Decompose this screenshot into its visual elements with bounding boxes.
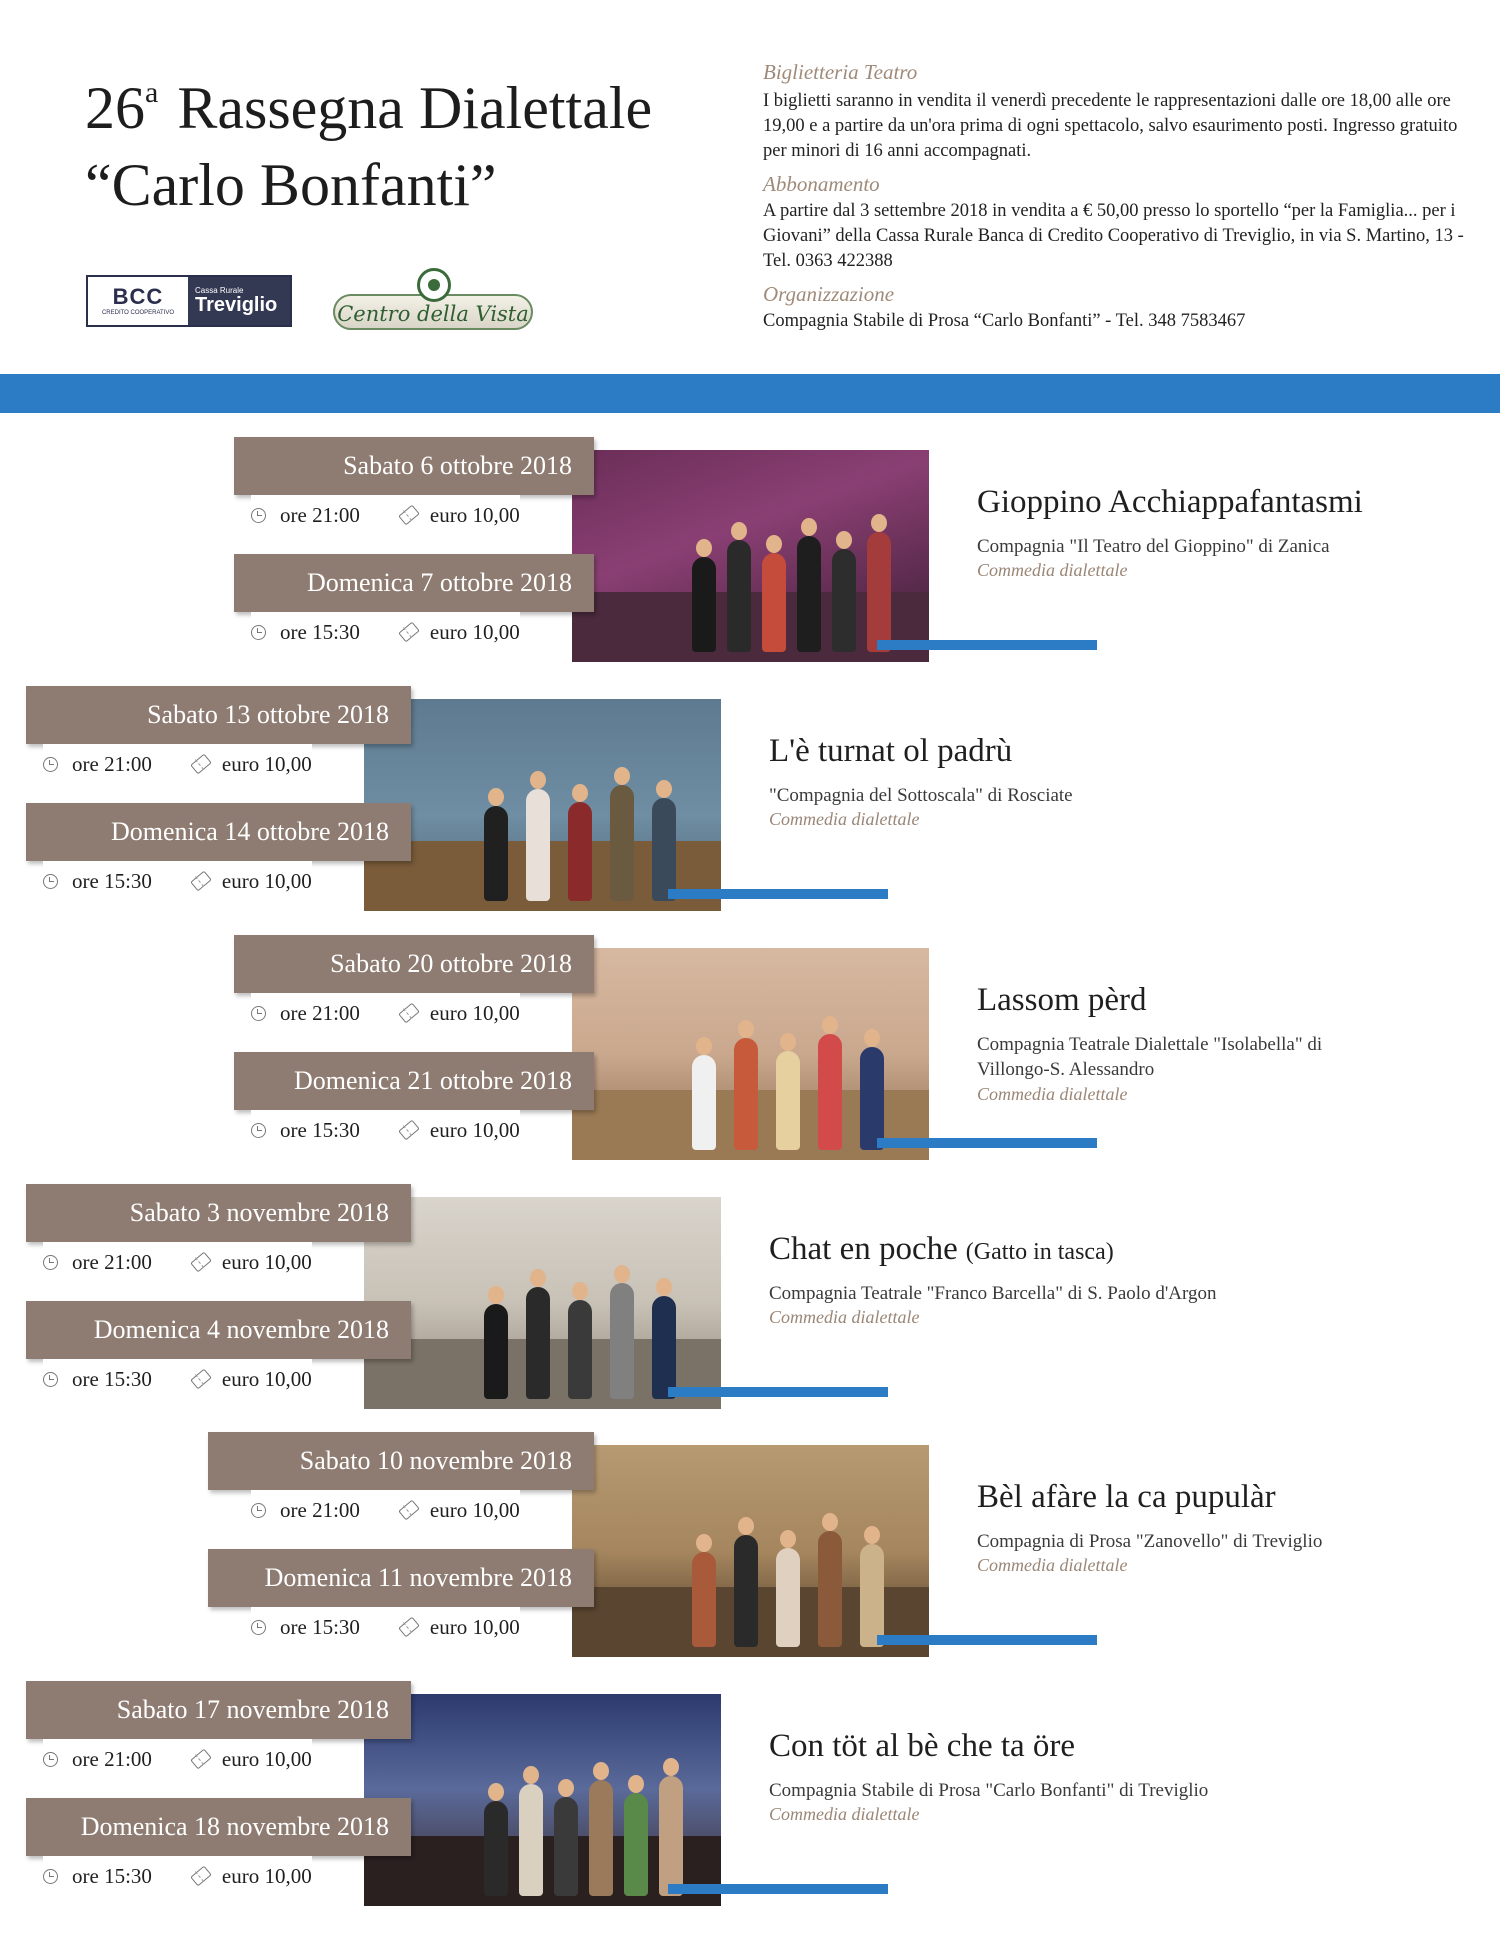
show-photo	[572, 450, 929, 662]
ticket-icon	[398, 1003, 420, 1024]
company-name: Compagnia Teatrale Dialettale "Isolabella" di Villongo-S. Alessandro	[977, 1034, 1323, 1080]
show-title-subtitle: (Gatto in tasca)	[965, 1239, 1114, 1265]
actor-figure	[692, 1552, 716, 1647]
actor-head	[738, 1517, 754, 1535]
actor-figure	[762, 553, 786, 652]
ticket-price: euro 10,00	[221, 1249, 312, 1274]
ticket-price: euro 10,00	[429, 619, 520, 644]
genre-label: Commedia dialettale	[977, 1084, 1128, 1104]
actor-head	[593, 1762, 609, 1780]
actor-figure	[692, 1055, 716, 1150]
show-time: ore 15:30	[280, 1117, 360, 1142]
clock-icon	[251, 508, 266, 523]
actor-figure	[568, 1300, 592, 1399]
sat-time-price-row	[251, 495, 520, 535]
actor-head	[864, 1526, 880, 1544]
actor-head	[656, 1278, 672, 1296]
saturday-date-label: Sabato 6 ottobre 2018	[234, 437, 594, 495]
actor-figure	[692, 557, 716, 652]
show-title	[977, 1479, 1276, 1516]
event-row	[0, 1681, 1500, 1921]
clock-icon	[43, 1255, 58, 1270]
blue-accent-line	[877, 640, 1097, 650]
actor-figure	[727, 540, 751, 652]
clock-icon	[251, 1503, 266, 1518]
ticket-icon	[398, 1120, 420, 1141]
actor-head	[558, 1779, 574, 1797]
company-name: Compagnia Stabile di Prosa "Carlo Bonfanti" di Treviglio	[769, 1780, 1209, 1801]
clock-icon	[43, 1869, 58, 1884]
show-time: ore 15:30	[72, 868, 152, 893]
genre-label: Commedia dialettale	[977, 560, 1128, 580]
organizzazione-text: Compagnia Stabile di Prosa “Carlo Bonfanti” - Tel. 348 7583467	[763, 311, 1246, 331]
actor-figure	[484, 806, 508, 901]
show-time: ore 21:00	[72, 1249, 152, 1274]
ticket-price: euro 10,00	[429, 1000, 520, 1025]
actor-figure	[652, 1296, 676, 1399]
sunday-date-label: Domenica 4 novembre 2018	[26, 1301, 411, 1359]
show-title-main: Bèl afàre la ca pupulàr	[977, 1479, 1276, 1515]
show-time: ore 21:00	[280, 1497, 360, 1522]
genre-label: Commedia dialettale	[769, 1804, 920, 1824]
actor-figure	[526, 789, 550, 901]
actor-figure	[734, 1038, 758, 1150]
actor-head	[731, 522, 747, 540]
company-name: Compagnia di Prosa "Zanovello" di Treviglio	[977, 1531, 1323, 1552]
actor-head	[614, 1265, 630, 1283]
actor-head	[663, 1758, 679, 1776]
show-photo	[364, 1694, 721, 1906]
event-row	[0, 437, 1500, 677]
abbonamento-text: A partire dal 3 settembre 2018 in vendita a € 50,00 presso lo sportello “per la Famiglia... per i Giovani” della Cassa Rurale Banca di Credito Cooperativo di Treviglio, in via S. Martino, 13 - Tel. 0363 422388	[763, 201, 1464, 271]
actor-head	[572, 1282, 588, 1300]
sun-time-price-row	[251, 1110, 520, 1150]
ticket-icon	[398, 505, 420, 526]
actor-head	[696, 1534, 712, 1552]
clock-icon	[251, 1620, 266, 1635]
actor-figure	[860, 1047, 884, 1150]
actor-head	[801, 518, 817, 536]
abbonamento-heading: Abbonamento	[763, 172, 880, 196]
clock-icon	[43, 1372, 58, 1387]
ticket-price: euro 10,00	[429, 1497, 520, 1522]
sat-time-price-row	[43, 1242, 312, 1282]
ticket-price: euro 10,00	[429, 1614, 520, 1639]
show-time: ore 15:30	[280, 619, 360, 644]
event-row	[0, 1432, 1500, 1672]
saturday-date-label: Sabato 17 novembre 2018	[26, 1681, 411, 1739]
show-time: ore 21:00	[72, 1746, 152, 1771]
page-title-line1: 26$^a$ Rassegna Dialettale	[85, 75, 653, 141]
ticket-icon	[190, 1749, 212, 1770]
actor-figure	[610, 1283, 634, 1399]
sun-time-price-row	[43, 1856, 312, 1896]
genre-label: Commedia dialettale	[769, 809, 920, 829]
sunday-date-label: Domenica 21 ottobre 2018	[234, 1052, 594, 1110]
actor-figure	[519, 1784, 543, 1896]
actor-head	[488, 1286, 504, 1304]
actor-figure	[652, 798, 676, 901]
actor-figure	[860, 1544, 884, 1647]
actor-figure	[589, 1780, 613, 1896]
actor-figure	[797, 536, 821, 652]
sat-time-price-row	[43, 744, 312, 784]
clock-icon	[251, 1123, 266, 1138]
page-title-line2: “Carlo Bonfanti”	[85, 152, 497, 218]
saturday-date-label: Sabato 3 novembre 2018	[26, 1184, 411, 1242]
show-time: ore 21:00	[280, 502, 360, 527]
actor-head	[780, 1033, 796, 1051]
show-photo	[364, 699, 721, 911]
saturday-date-label: Sabato 10 novembre 2018	[208, 1432, 594, 1490]
organizzazione-heading: Organizzazione	[763, 282, 895, 306]
actor-head	[488, 1783, 504, 1801]
actor-figure	[484, 1304, 508, 1399]
eye-emblem-icon	[417, 268, 451, 302]
sunday-date-label: Domenica 7 ottobre 2018	[234, 554, 594, 612]
actor-figure	[776, 1548, 800, 1647]
event-row	[0, 935, 1500, 1175]
sun-time-price-row	[43, 1359, 312, 1399]
company-name: Compagnia "Il Teatro del Gioppino" di Zanica	[977, 536, 1330, 557]
actor-head	[836, 531, 852, 549]
actor-figure	[554, 1797, 578, 1896]
show-title-main: L'è turnat ol padrù	[769, 733, 1013, 769]
ticket-icon	[190, 1252, 212, 1273]
actor-head	[696, 1037, 712, 1055]
actor-head	[628, 1775, 644, 1793]
show-title	[769, 1728, 1075, 1765]
sun-time-price-row	[43, 861, 312, 901]
ticket-icon	[190, 1369, 212, 1390]
genre-label: Commedia dialettale	[769, 1307, 920, 1327]
blue-accent-line	[877, 1635, 1097, 1645]
actor-figure	[484, 1801, 508, 1896]
actor-head	[766, 535, 782, 553]
clock-icon	[43, 757, 58, 772]
actor-figure	[867, 532, 891, 652]
ticket-icon	[190, 871, 212, 892]
blue-accent-line	[668, 1884, 888, 1894]
show-title-main: Gioppino Acchiappafantasmi	[977, 484, 1363, 520]
sunday-date-label: Domenica 18 novembre 2018	[26, 1798, 411, 1856]
blue-accent-line	[877, 1138, 1097, 1148]
ticket-icon	[190, 1866, 212, 1887]
event-row	[0, 1184, 1500, 1424]
actor-figure	[832, 549, 856, 652]
sunday-date-label: Domenica 14 ottobre 2018	[26, 803, 411, 861]
ticket-price: euro 10,00	[429, 1117, 520, 1142]
company-name: Compagnia Teatrale "Franco Barcella" di S. Paolo d'Argon	[769, 1283, 1217, 1304]
biglietteria-heading: Biglietteria Teatro	[763, 60, 918, 84]
actor-head	[780, 1530, 796, 1548]
actor-head	[696, 539, 712, 557]
ticket-price: euro 10,00	[221, 868, 312, 893]
blue-accent-line	[668, 1387, 888, 1397]
ticket-price: euro 10,00	[221, 751, 312, 776]
clock-icon	[251, 1006, 266, 1021]
show-photo	[364, 1197, 721, 1409]
show-title-main: Chat en poche	[769, 1231, 958, 1267]
sunday-date-label: Domenica 11 novembre 2018	[208, 1549, 594, 1607]
ticket-icon	[398, 1617, 420, 1638]
blue-accent-line	[668, 889, 888, 899]
show-title-main: Lassom pèrd	[977, 982, 1147, 1018]
show-time: ore 21:00	[72, 751, 152, 776]
actor-figure	[776, 1051, 800, 1150]
actor-head	[864, 1029, 880, 1047]
actor-head	[822, 1513, 838, 1531]
genre-label: Commedia dialettale	[977, 1555, 1128, 1575]
actor-figure	[734, 1535, 758, 1647]
actor-head	[530, 1269, 546, 1287]
sun-time-price-row	[251, 1607, 520, 1647]
show-title	[977, 484, 1363, 521]
clock-icon	[43, 874, 58, 889]
show-photo	[572, 948, 929, 1160]
biglietteria-text: I biglietti saranno in vendita il venerdì precedente le rappresentazioni dalle ore 18,00 alle ore 19,00 e a partire da un'ora prima di ogni spettacolo, salvo esaurimento posti. Ingresso gratuito per minori di 16 anni accompagnati.	[763, 91, 1458, 161]
sat-time-price-row	[251, 1490, 520, 1530]
saturday-date-label: Sabato 13 ottobre 2018	[26, 686, 411, 744]
sat-time-price-row	[43, 1739, 312, 1779]
actor-head	[822, 1016, 838, 1034]
clock-icon	[251, 625, 266, 640]
actor-figure	[818, 1531, 842, 1647]
actor-head	[488, 788, 504, 806]
show-photo	[572, 1445, 929, 1657]
ticket-price: euro 10,00	[221, 1366, 312, 1391]
centro-della-vista-logo: Centro della Vista	[333, 268, 535, 332]
actor-head	[614, 767, 630, 785]
sat-time-price-row	[251, 993, 520, 1033]
actor-figure	[568, 802, 592, 901]
show-time: ore 21:00	[280, 1000, 360, 1025]
actor-figure	[526, 1287, 550, 1399]
actor-head	[572, 784, 588, 802]
actor-head	[738, 1020, 754, 1038]
show-time: ore 15:30	[280, 1614, 360, 1639]
actor-head	[530, 771, 546, 789]
blue-divider-band	[0, 374, 1500, 413]
saturday-date-label: Sabato 20 ottobre 2018	[234, 935, 594, 993]
bcc-treviglio-logo: BCC CREDITO COOPERATIVO Cassa Rurale Treviglio	[86, 275, 292, 327]
show-title	[977, 982, 1147, 1019]
actor-figure	[818, 1034, 842, 1150]
sun-time-price-row	[251, 612, 520, 652]
actor-head	[871, 514, 887, 532]
actor-head	[523, 1766, 539, 1784]
actor-figure	[659, 1776, 683, 1896]
ticket-price: euro 10,00	[429, 502, 520, 527]
clock-icon	[43, 1752, 58, 1767]
ticket-price: euro 10,00	[221, 1863, 312, 1888]
show-time: ore 15:30	[72, 1366, 152, 1391]
show-title-main: Con töt al bè che ta öre	[769, 1728, 1076, 1764]
ticket-icon	[190, 754, 212, 775]
actor-figure	[624, 1793, 648, 1896]
company-name: "Compagnia del Sottoscala" di Rosciate	[769, 785, 1073, 806]
event-row	[0, 686, 1500, 926]
show-time: ore 15:30	[72, 1863, 152, 1888]
actor-figure	[610, 785, 634, 901]
ticket-price: euro 10,00	[221, 1746, 312, 1771]
ticket-icon	[398, 1500, 420, 1521]
show-title	[769, 1231, 1114, 1268]
ticket-icon	[398, 622, 420, 643]
actor-head	[656, 780, 672, 798]
show-title	[769, 733, 1012, 770]
